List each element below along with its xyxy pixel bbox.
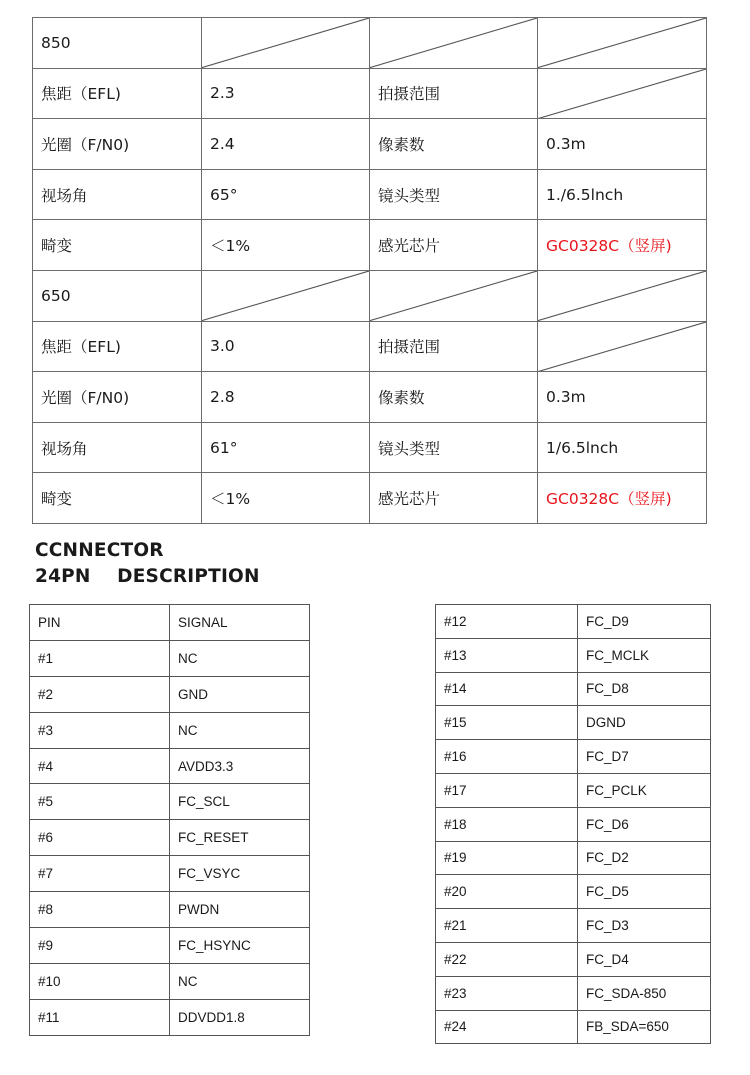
spec-param-name-2: 感光芯片 [370, 220, 538, 271]
pin-number: #9 [30, 928, 170, 964]
spec-param-name: 光圈（F/N0) [33, 372, 202, 423]
empty-cell-diagonal [538, 271, 706, 321]
sensor-chip-text: GC0328C（竖屏) [546, 490, 672, 509]
pin-number: #13 [436, 638, 578, 672]
empty-cell [202, 270, 370, 321]
pin-number: #5 [30, 784, 170, 820]
pin-number: #14 [436, 672, 578, 706]
pin-number: #7 [30, 856, 170, 892]
pin-signal: FC_RESET [170, 820, 310, 856]
empty-cell-diagonal [538, 69, 706, 119]
pin-signal: FC_D3 [578, 909, 711, 943]
spec-param-name: 视场角 [33, 422, 202, 473]
pin-number: #11 [30, 999, 170, 1035]
empty-cell [202, 18, 370, 69]
spec-param-value: 61° [202, 422, 370, 473]
spec-param-value: 65° [202, 169, 370, 220]
empty-cell [370, 18, 538, 69]
spec-group-label: 850 [33, 18, 202, 69]
spec-row [33, 68, 707, 119]
heading-line-1: CCNNECTOR [35, 540, 164, 561]
spec-param-value-2: 1/6.5lnch [538, 422, 707, 473]
spec-param-name: 焦距（EFL) [33, 68, 202, 119]
pin-number: #21 [436, 909, 578, 943]
pin-signal: FC_D2 [578, 841, 711, 875]
pin-signal: NC [170, 712, 310, 748]
pin-signal: FC_SDA-850 [578, 976, 711, 1010]
pin-row [30, 928, 310, 964]
spec-row [33, 422, 707, 473]
pin-row [436, 976, 711, 1010]
pin-number: #10 [30, 963, 170, 999]
pin-row [436, 909, 711, 943]
pin-number: #15 [436, 706, 578, 740]
spec-param-name: 焦距（EFL) [33, 321, 202, 372]
spec-param-value-2: 0.3m [538, 119, 707, 170]
pin-signal: NC [170, 963, 310, 999]
empty-cell [538, 321, 707, 372]
pin-row [436, 841, 711, 875]
sensor-chip-text: GC0328C（竖屏) [546, 237, 672, 256]
pin-number: #22 [436, 942, 578, 976]
pin-signal: DDVDD1.8 [170, 999, 310, 1035]
sensor-chip-value [538, 473, 707, 524]
pin-row [436, 807, 711, 841]
pin-row [436, 740, 711, 774]
empty-cell [538, 270, 707, 321]
spec-param-name-2: 镜头类型 [370, 169, 538, 220]
pin-number: #19 [436, 841, 578, 875]
empty-cell-diagonal [370, 18, 537, 68]
pin-number: #6 [30, 820, 170, 856]
pin-row [30, 892, 310, 928]
pin-row [30, 676, 310, 712]
pin-row [30, 712, 310, 748]
spec-group-header-row [33, 270, 707, 321]
pin-signal: FC_PCLK [578, 773, 711, 807]
pin-signal: NC [170, 640, 310, 676]
pin-column-header: PIN [30, 605, 170, 641]
spec-row [33, 372, 707, 423]
pin-number: #4 [30, 748, 170, 784]
pin-row [436, 875, 711, 909]
pin-signal: GND [170, 676, 310, 712]
heading-line-2: 24PN DESCRIPTION [35, 566, 260, 587]
spec-param-name: 光圈（F/N0) [33, 119, 202, 170]
spec-row [33, 321, 707, 372]
spec-param-value-2: 1./6.5lnch [538, 169, 707, 220]
pin-number: #3 [30, 712, 170, 748]
spec-param-value-2: 0.3m [538, 372, 707, 423]
pin-number: #17 [436, 773, 578, 807]
pin-number: #18 [436, 807, 578, 841]
spec-param-value: ＜1% [202, 220, 370, 271]
pin-table-left [29, 604, 310, 1036]
spec-row [33, 220, 707, 271]
pin-signal: FC_D7 [578, 740, 711, 774]
pin-row [30, 748, 310, 784]
spec-param-value: 3.0 [202, 321, 370, 372]
pin-signal: AVDD3.3 [170, 748, 310, 784]
spec-param-name-2: 拍摄范围 [370, 68, 538, 119]
spec-row [33, 169, 707, 220]
pin-signal: FC_D9 [578, 605, 711, 639]
pin-signal: FC_D8 [578, 672, 711, 706]
empty-cell [538, 68, 707, 119]
pin-row [436, 672, 711, 706]
pin-number: #8 [30, 892, 170, 928]
empty-cell-diagonal [538, 18, 706, 68]
empty-cell-diagonal [538, 322, 706, 372]
spec-param-name-2: 拍摄范围 [370, 321, 538, 372]
pin-number: #24 [436, 1010, 578, 1044]
empty-cell-diagonal [202, 271, 369, 321]
empty-cell [370, 270, 538, 321]
pin-table-right [435, 604, 711, 1044]
spec-row [33, 473, 707, 524]
pin-row [30, 820, 310, 856]
spec-param-value: 2.3 [202, 68, 370, 119]
pin-signal: FC_VSYC [170, 856, 310, 892]
pin-signal: FC_HSYNC [170, 928, 310, 964]
empty-cell-diagonal [202, 18, 369, 68]
pin-row [436, 638, 711, 672]
pin-number: #16 [436, 740, 578, 774]
spec-param-value: 2.4 [202, 119, 370, 170]
lens-spec-table [32, 17, 707, 524]
pin-row [30, 999, 310, 1035]
spec-param-value: 2.8 [202, 372, 370, 423]
pin-table-right-body [436, 605, 711, 1044]
pin-row [436, 942, 711, 976]
empty-cell [538, 18, 707, 69]
pin-signal: DGND [578, 706, 711, 740]
pin-signal: FC_MCLK [578, 638, 711, 672]
pin-signal: FC_SCL [170, 784, 310, 820]
spec-param-name-2: 镜头类型 [370, 422, 538, 473]
pin-signal: FC_D4 [578, 942, 711, 976]
pin-signal: FC_D5 [578, 875, 711, 909]
pin-row [30, 784, 310, 820]
pin-row [436, 1010, 711, 1044]
connector-heading [35, 538, 260, 590]
pin-table-left-body [30, 605, 310, 1036]
spec-param-name: 畸变 [33, 220, 202, 271]
pin-signal: PWDN [170, 892, 310, 928]
pin-row [30, 963, 310, 999]
spec-param-name: 视场角 [33, 169, 202, 220]
signal-column-header: SIGNAL [170, 605, 310, 641]
spec-param-value: ＜1% [202, 473, 370, 524]
sensor-chip-value [538, 220, 707, 271]
pin-number: #2 [30, 676, 170, 712]
spec-param-name-2: 感光芯片 [370, 473, 538, 524]
pin-row [436, 706, 711, 740]
spec-param-name-2: 像素数 [370, 372, 538, 423]
spec-param-name-2: 像素数 [370, 119, 538, 170]
spec-row [33, 119, 707, 170]
pin-table-header-row [30, 605, 310, 641]
pin-row [436, 773, 711, 807]
pin-signal: FB_SDA=650 [578, 1010, 711, 1044]
pin-number: #20 [436, 875, 578, 909]
pin-row [30, 856, 310, 892]
empty-cell-diagonal [370, 271, 537, 321]
pin-row [30, 640, 310, 676]
pin-row [436, 605, 711, 639]
pin-number: #12 [436, 605, 578, 639]
pin-number: #23 [436, 976, 578, 1010]
spec-group-header-row [33, 18, 707, 69]
pin-signal: FC_D6 [578, 807, 711, 841]
pin-number: #1 [30, 640, 170, 676]
spec-group-label: 650 [33, 270, 202, 321]
lens-spec-table-body [33, 18, 707, 524]
spec-param-name: 畸变 [33, 473, 202, 524]
